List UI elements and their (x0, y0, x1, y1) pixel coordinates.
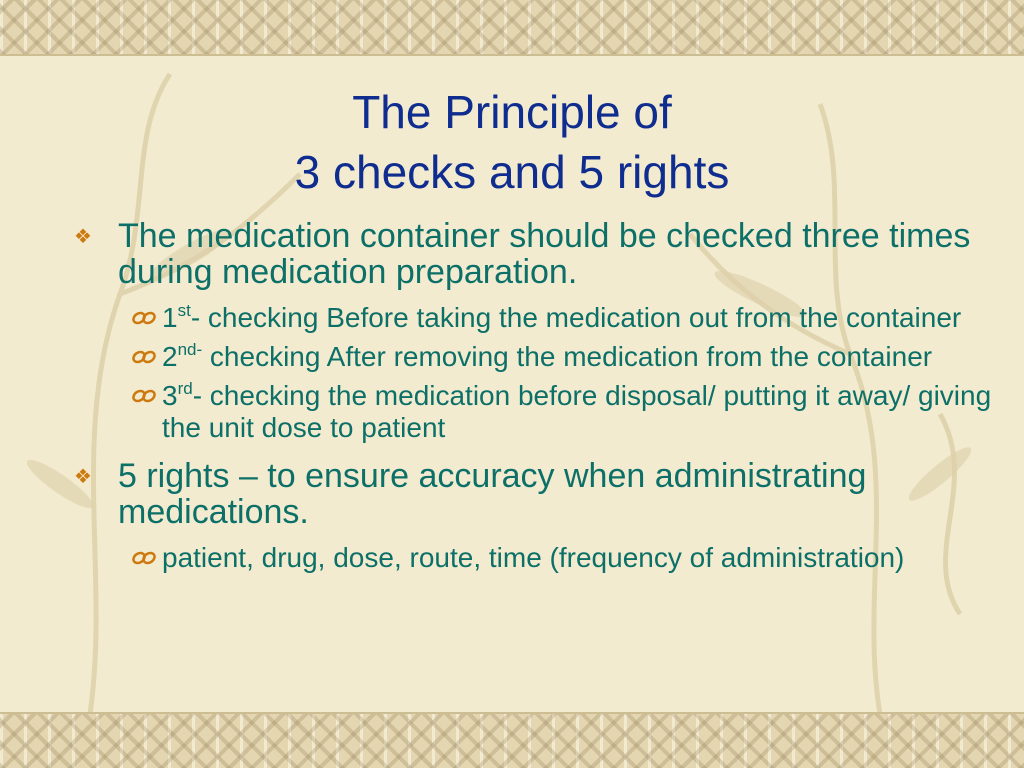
sub-bullet-text: - checking Before taking the medication out from the container (190, 302, 962, 333)
check-number: 3 (162, 380, 178, 411)
title-line-1: The Principle of (352, 86, 672, 138)
slide-body (74, 218, 994, 581)
bullet-three-checks (74, 218, 994, 290)
decorative-bottom-border (0, 712, 1024, 768)
sub-bullet-text: checking After removing the medication from the container (202, 341, 933, 372)
bullet-text: 5 rights – to ensure accuracy when administrating medications. (118, 457, 867, 531)
check-ordinal: nd- (177, 340, 203, 359)
sub-bullet-five-rights-list (74, 542, 994, 574)
sub-bullet-third-check (74, 380, 994, 444)
decorative-top-border (0, 0, 1024, 56)
linked-rings-bullet-icon (130, 308, 160, 328)
check-ordinal: st (177, 301, 191, 320)
linked-rings-bullet-icon (130, 347, 160, 367)
check-number: 2 (162, 341, 178, 372)
slide-title (0, 82, 1024, 202)
check-ordinal: rd (177, 379, 193, 398)
four-diamond-bullet-icon: ❖ (74, 226, 92, 248)
linked-rings-bullet-icon (130, 386, 160, 406)
bullet-text: The medication container should be checked three times during medication preparation. (118, 217, 971, 291)
four-diamond-bullet-icon: ❖ (74, 466, 92, 488)
check-number: 1 (162, 302, 178, 333)
sub-bullet-text: patient, drug, dose, route, time (frequency of administration) (162, 542, 905, 573)
sub-bullet-second-check (74, 341, 994, 373)
bullet-five-rights (74, 458, 994, 530)
sub-bullet-text: - checking the medication before disposal/ putting it away/ giving the unit dose to patient (162, 380, 992, 443)
linked-rings-bullet-icon (130, 548, 160, 568)
title-line-2: 3 checks and 5 rights (294, 146, 730, 198)
sub-bullet-first-check (74, 302, 994, 334)
